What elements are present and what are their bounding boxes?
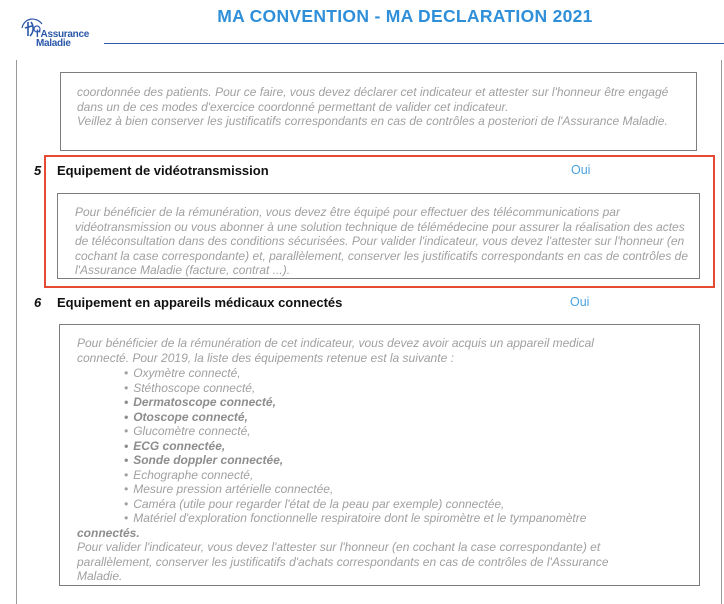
list-continuation: connectés. bbox=[77, 525, 140, 540]
info-line: Veillez à bien conserver les justificatifs correspondants en cas de contrôles a posteriori de l'Assurance Maladie. bbox=[77, 114, 668, 128]
list-item: • Mesure pression artérielle connectée, bbox=[124, 482, 689, 497]
page-title: MA CONVENTION - MA DECLARATION 2021 bbox=[217, 6, 593, 26]
list-item: • Dermatoscope connecté, bbox=[124, 395, 689, 410]
info-line: vidéotransmission ou vous abonner à une solution technique de télémédecine pour assurer la réalisation des actes bbox=[75, 219, 685, 234]
list-item: • Oxymètre connecté, bbox=[124, 366, 689, 381]
info-line: l'Assurance Maladie (facture, contrat ...). bbox=[75, 263, 291, 277]
list-item: • Otoscope connecté, bbox=[124, 410, 689, 425]
list-item: • Matériel d'exploration fonctionnelle respiratoire dont le spiromètre et le tympanomètre bbox=[124, 511, 689, 526]
form-page bbox=[16, 60, 722, 604]
info-line: Maladie. bbox=[77, 569, 123, 583]
info-line: coordonnée des patients. Pour ce faire, vous devez déclarer cet indicateur et attester sur l'honneur être engagé bbox=[77, 85, 669, 99]
info-line: cochant la case correspondante) et, parallèlement, conserver les justificatifs correspondants en cas de contrôles de bbox=[75, 248, 688, 263]
section-5-info-box bbox=[57, 193, 700, 279]
list-item: • Caméra (utile pour regarder l'état de la peau par exemple) connectée, bbox=[124, 497, 689, 512]
header-divider bbox=[104, 43, 724, 44]
info-line: dans un de ces modes d'exercice coordonné permettant de valider cet indicateur. bbox=[77, 99, 509, 114]
list-item: • Stéthoscope connecté, bbox=[124, 381, 689, 396]
info-line: de téléconsultation dans des conditions sécurisées. Pour valider l'indicateur, vous devez l'attester sur l'honneur (en bbox=[75, 234, 685, 248]
equipment-list bbox=[124, 366, 689, 526]
list-item: • Glucomètre connecté, bbox=[124, 424, 689, 439]
info-line: connecté. Pour 2019, la liste des équipements retenue est la suivante : bbox=[77, 350, 454, 365]
section-6-number: 6 bbox=[34, 295, 42, 310]
section-6-info-box bbox=[59, 324, 700, 586]
list-item: • Echographe connecté, bbox=[124, 468, 689, 483]
page-header bbox=[0, 0, 724, 50]
section-5-title: Equipement de vidéotransmission bbox=[57, 163, 269, 178]
section-6-answer[interactable]: Oui bbox=[570, 295, 590, 309]
section-5-answer[interactable]: Oui bbox=[571, 163, 591, 177]
info-line: parallèlement, conserver les justificatifs d'achats correspondants en cas de contrôles de l'Assurance bbox=[77, 554, 609, 569]
section-6-title: Equipement en appareils médicaux connectés bbox=[57, 295, 343, 310]
logo-line-1: l'Assurance bbox=[36, 29, 89, 40]
list-item: • ECG connectée, bbox=[124, 439, 689, 454]
list-item: • Sonde doppler connectée, bbox=[124, 453, 689, 468]
logo-line-2: Maladie bbox=[36, 38, 71, 49]
assurance-maladie-logo bbox=[18, 14, 108, 54]
info-line: Pour bénéficier de la rémunération, vous devez être équipé pour effectuer des télécommunications par bbox=[75, 205, 620, 219]
previous-section-info-box bbox=[60, 72, 697, 151]
info-line: Pour valider l'indicateur, vous devez l'attester sur l'honneur (en cochant la case correspondante) et bbox=[77, 540, 601, 554]
section-5-number: 5 bbox=[34, 163, 42, 178]
info-line: Pour bénéficier de la rémunération de cet indicateur, vous devez avoir acquis un appareil medical bbox=[77, 336, 594, 350]
